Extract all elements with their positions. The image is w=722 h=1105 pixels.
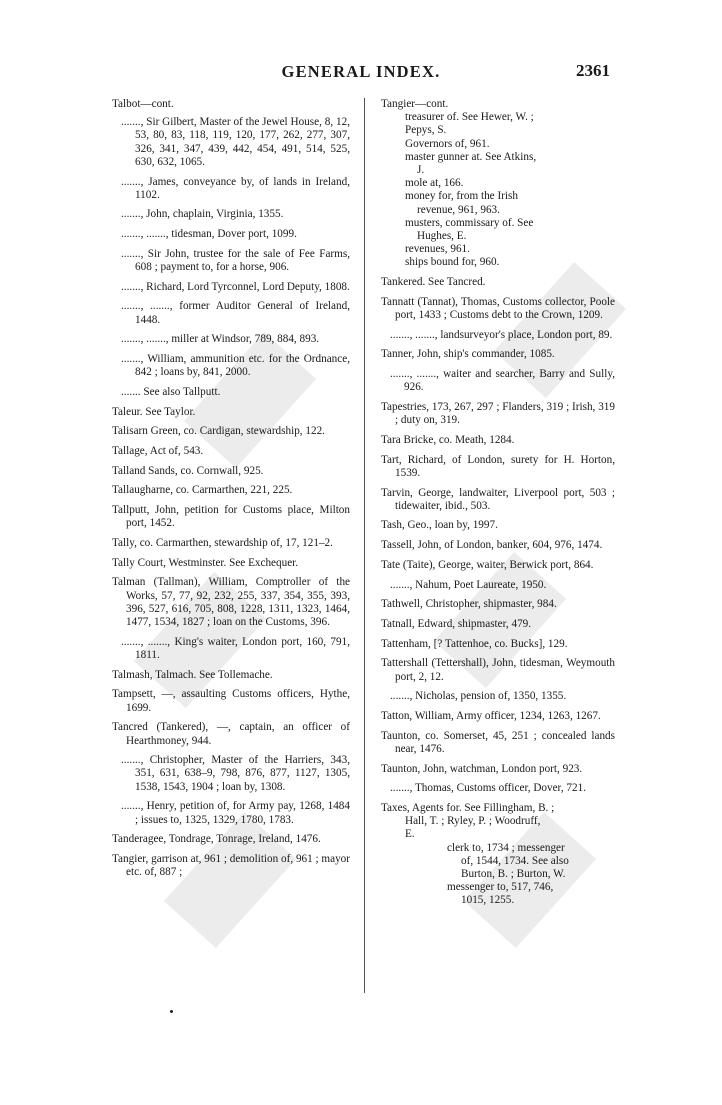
index-line: treasurer of. See Hewer, W. ; xyxy=(405,111,534,124)
index-subentry: ......., James, conveyance by, of lands in Ireland, 1102. xyxy=(121,175,350,201)
index-subentry: ......., Sir John, trustee for the sale of Fee Farms, 608 ; payment to, for a horse, 906. xyxy=(121,247,350,274)
index-subentry: ......., ......., King's waiter, London port, 160, 791, 1811. xyxy=(121,635,350,661)
index-line: E. xyxy=(405,828,415,841)
index-entry: Tate (Taite), George, waiter, Berwick port, 864. xyxy=(381,558,594,571)
index-line: Pepys, S. xyxy=(405,124,447,137)
index-line: musters, commissary of. See xyxy=(405,216,534,229)
index-entry: Tatnall, Edward, shipmaster, 479. xyxy=(381,618,532,630)
index-subentry: ......., Thomas, Customs officer, Dover, 721. xyxy=(390,782,587,795)
index-line: mole at, 166. xyxy=(405,177,464,190)
column-divider xyxy=(364,98,365,993)
index-subentry: ......., ......., waiter and searcher, Barry and Sully, 926. xyxy=(390,368,615,394)
index-entry: Tanner, John, ship's commander, 1085. xyxy=(381,348,555,361)
index-entry: Tampsett, —, assaulting Customs officers, Hythe, 1699. xyxy=(112,688,350,714)
index-subentry: ......., Henry, petition of, for Army pay, 1268, 1484 ; issues to, 1325, 1329, 1780, 1783. xyxy=(121,800,350,826)
index-line: revenues, 961. xyxy=(405,243,470,256)
index-line: 1015, 1255. xyxy=(461,894,515,907)
index-entry: Talmash, Talmach. See Tollemache. xyxy=(112,668,273,681)
index-heading: Tangier—cont. xyxy=(381,98,449,110)
index-subentry: ......., ......., miller at Windsor, 789, 884, 893. xyxy=(121,333,320,346)
index-entry: Tally Court, Westminster. See Exchequer. xyxy=(112,556,299,569)
index-subentry: ......., Nahum, Poet Laureate, 1950. xyxy=(390,578,547,591)
index-line: Burton, B. ; Burton, W. xyxy=(461,868,566,881)
ink-dot xyxy=(170,1010,173,1013)
index-line: Governors of, 961. xyxy=(405,137,490,150)
index-subentry: ......., ......., tidesman, Dover port, 1099. xyxy=(121,228,297,241)
index-entry: Tara Bricke, co. Meath, 1284. xyxy=(381,433,515,446)
index-entry: Tash, Geo., loan by, 1997. xyxy=(381,519,498,532)
index-entry: Taunton, co. Somerset, 45, 251 ; concealed lands near, 1476. xyxy=(381,729,615,755)
index-entry: Tannatt (Tannat), Thomas, Customs collector, Poole port, 1433 ; Customs debt to the Crown, 1209. xyxy=(381,295,615,322)
index-entry: Tally, co. Carmarthen, stewardship of, 17, 121–2. xyxy=(112,537,333,550)
index-entry: Tatton, William, Army officer, 1234, 1263, 1267. xyxy=(381,710,601,723)
index-line: Taxes, Agents for. See Fillingham, B. ; xyxy=(381,802,555,815)
index-entry: Taunton, John, watchman, London port, 923. xyxy=(381,762,583,775)
index-entry: Tallputt, John, petition for Customs place, Milton port, 1452. xyxy=(112,504,350,530)
index-line: clerk to, 1734 ; messenger xyxy=(447,841,565,854)
index-entry: Taleur. See Taylor. xyxy=(112,405,196,418)
index-subentry: ......., Richard, Lord Tyrconnel, Lord Deputy, 1808. xyxy=(121,280,350,293)
index-subentry: ......., Sir Gilbert, Master of the Jewel House, 8, 12, 53, 80, 83, 118, 119, 120, 177, 262, 277, 307, 326, 341, 347, 439, 442, 454, 491, 514, 525, 630, 632, 1065. xyxy=(121,116,350,168)
index-column-left xyxy=(112,98,350,886)
page-header xyxy=(0,62,722,86)
index-entry: Tallage, Act of, 543. xyxy=(112,445,204,458)
index-entry: Talisarn Green, co. Cardigan, stewardship, 122. xyxy=(112,425,325,438)
index-entry: Tanderagee, Tondrage, Tonrage, Ireland, 1476. xyxy=(112,833,321,846)
index-subentry: ......., John, chaplain, Virginia, 1355. xyxy=(121,208,284,221)
index-line: revenue, 961, 963. xyxy=(417,203,500,216)
index-heading: Talbot—cont. xyxy=(112,98,174,110)
index-subentry: ......., ......., former Auditor General of Ireland, 1448. xyxy=(121,300,350,326)
index-entry: Tankered. See Tancred. xyxy=(381,276,486,289)
page-number: 2361 xyxy=(576,61,610,80)
index-subentry: ......., Nicholas, pension of, 1350, 1355. xyxy=(390,690,567,703)
index-column-right xyxy=(381,98,615,914)
index-line: Hall, T. ; Ryley, P. ; Woodruff, xyxy=(405,815,541,828)
taxes-agents-block xyxy=(381,802,615,908)
index-entry: Tart, Richard, of London, surety for H. Horton, 1539. xyxy=(381,453,615,479)
index-entry: Talland Sands, co. Cornwall, 925. xyxy=(112,464,264,477)
index-entry: Talman (Tallman), William, Comptroller of the Works, 57, 77, 92, 232, 255, 337, 354, 355, 393, 396, 527, 616, 705, 808, 1228, 1311, 1323, 1464, 1477, 1534, 1827 ; loan on the Customs, 396. xyxy=(112,576,350,629)
index-line: of, 1544, 1734. See also xyxy=(461,854,569,867)
index-entry: Tassell, John, of London, banker, 604, 976, 1474. xyxy=(381,539,603,552)
tangier-continued-block xyxy=(381,98,615,270)
index-entry: Tattenham, [? Tattenhoe, co. Bucks], 129. xyxy=(381,637,568,650)
index-entry: Tapestries, 173, 267, 297 ; Flanders, 319 ; Irish, 319 ; duty on, 319. xyxy=(381,401,615,427)
index-entry: Tattershall (Tettershall), John, tidesman, Weymouth port, 2, 12. xyxy=(381,657,615,683)
index-line: J. xyxy=(417,164,425,177)
index-entry: Tallaugharne, co. Carmarthen, 221, 225. xyxy=(112,484,293,497)
index-line: money for, from the Irish xyxy=(405,190,518,203)
page-title: GENERAL INDEX. xyxy=(281,62,441,81)
index-subentry: ......., William, ammunition etc. for the Ordnance, 842 ; loans by, 841, 2000. xyxy=(121,353,350,379)
index-entry: Tathwell, Christopher, shipmaster, 984. xyxy=(381,598,557,611)
index-entry: Tancred (Tankered), —, captain, an officer of Hearthmoney, 944. xyxy=(112,721,350,747)
index-entry: Tarvin, George, landwaiter, Liverpool port, 503 ; tidewaiter, ibid., 503. xyxy=(381,486,615,512)
index-line: Hughes, E. xyxy=(417,230,467,243)
index-subentry: ....... See also Tallputt. xyxy=(121,385,221,398)
index-line: messenger to, 517, 746, xyxy=(447,881,554,894)
index-subentry: ......., ......., landsurveyor's place, London port, 89. xyxy=(390,328,613,341)
index-entry: Tangier, garrison at, 961 ; demolition of, 961 ; mayor etc. of, 887 ; xyxy=(112,852,351,879)
index-subentry: ......., Christopher, Master of the Harriers, 343, 351, 631, 638–9, 798, 876, 877, 1127, 1305, 1538, 1543, 1904 ; loan by, 1308. xyxy=(121,754,350,793)
index-line: ships bound for, 960. xyxy=(405,256,500,269)
index-line: master gunner at. See Atkins, xyxy=(405,150,537,163)
